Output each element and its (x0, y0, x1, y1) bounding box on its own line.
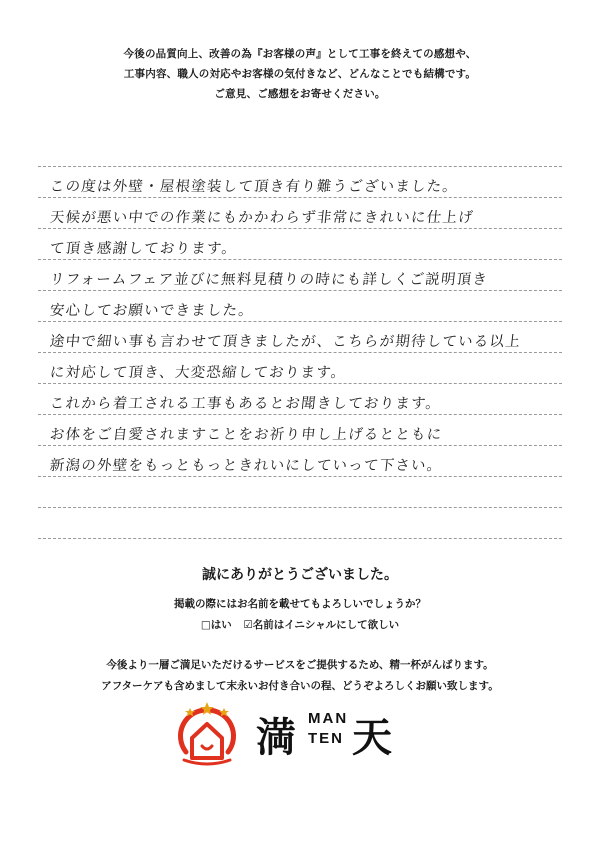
intro-line-1: 今後の品質向上、改善の為『お客様の声』として工事を終えての感想や、 (123, 48, 477, 60)
house-star-wreath-icon (172, 700, 242, 770)
brand-kanji-ten: 天 (352, 715, 392, 761)
ruled-line (38, 166, 562, 167)
handwritten-line-1: この度は外壁・屋根塗装して頂き有り難うございました。 (49, 179, 459, 195)
handwritten-line-7: に対応して頂き、大変恐縮しております。 (49, 365, 348, 381)
closing-line-2: アフターケアも含めまして末永いお付き合いの程、どうぞよろしくお願い致します。 (101, 680, 499, 692)
handwritten-line-9: お体をご自愛されますことをお祈り申し上げるとともに (49, 427, 444, 443)
ruled-comment-area (38, 150, 562, 546)
ruled-line (38, 352, 562, 353)
handwritten-line-4: リフォームフェア並びに無料見積りの時にも詳しくご説明頂き (49, 272, 489, 288)
ruled-line (38, 507, 562, 508)
brand-latin-man: MAN (308, 710, 349, 727)
closing-text (0, 655, 600, 697)
option-initials-checkbox[interactable]: ☑名前はイニシャルにして欲しい (243, 619, 400, 631)
ruled-line (38, 290, 562, 291)
ruled-line (38, 476, 562, 477)
handwritten-line-6: 途中で細い事も言わせて頂きましたが、こちらが期待している以上 (49, 334, 522, 350)
brand-latin-ten: TEN (308, 730, 344, 747)
ruled-line (38, 321, 562, 322)
intro-text (0, 44, 600, 104)
closing-line-1: 今後より一層ご満足いただけるサービスをご提供するため、精一杯がんばります。 (106, 659, 494, 671)
handwritten-line-5: 安心してお願いできました。 (49, 303, 255, 319)
ruled-line (38, 259, 562, 260)
thanks-heading: 誠にありがとうございました。 (202, 567, 398, 583)
ruled-line (38, 197, 562, 198)
handwritten-line-3: て頂き感謝しております。 (49, 241, 238, 257)
brand-kanji-man: 満 (256, 715, 296, 761)
ruled-line (38, 228, 562, 229)
publish-options (0, 617, 600, 632)
option-yes-checkbox[interactable]: □はい (200, 619, 232, 631)
intro-line-3: ご意見、ご感想をお寄せください。 (214, 88, 386, 100)
ruled-line (38, 383, 562, 384)
ruled-line (38, 414, 562, 415)
manten-logo (172, 700, 432, 770)
handwritten-line-8: これから着工される工事もあるとお聞きしております。 (49, 396, 443, 412)
ruled-line (38, 538, 562, 539)
handwritten-line-2: 天候が悪い中での作業にもかかわらず非常にきれいに仕上げ (49, 210, 475, 226)
intro-line-2: 工事内容、職人の対応やお客様の気付きなど、どんなことでも結構です。 (123, 68, 477, 80)
handwritten-line-10: 新潟の外壁をもっともっときれいにしていって下さい。 (49, 458, 444, 474)
ruled-line (38, 445, 562, 446)
publish-question: 掲載の際にはお名前を載せてもよろしいでしょうか？ (174, 598, 426, 610)
